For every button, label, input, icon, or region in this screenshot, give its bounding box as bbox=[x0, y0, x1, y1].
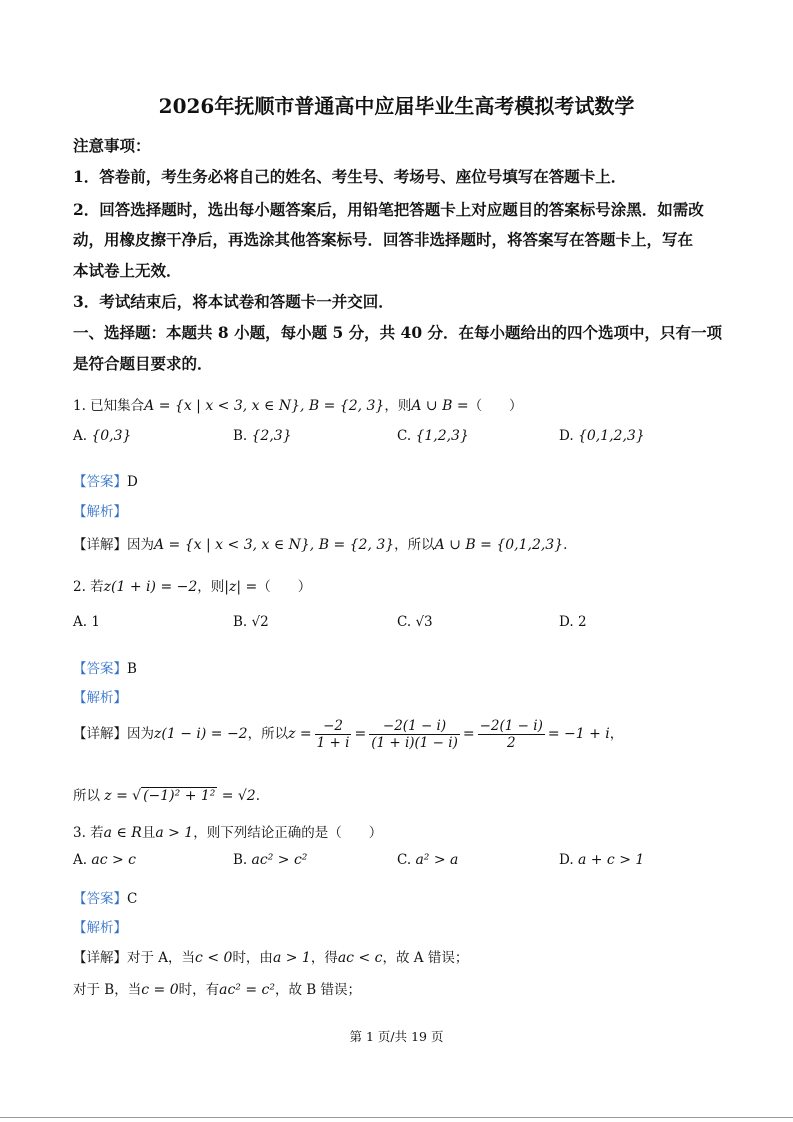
option-text: {0,1,2,3} bbox=[577, 428, 645, 444]
notice-item-2-end: 本试卷上无效． bbox=[73, 261, 182, 280]
q2-stem-mid: ，则 bbox=[197, 579, 225, 595]
q2-detail-line2 bbox=[73, 784, 260, 804]
option-letter: B. bbox=[233, 428, 248, 444]
q1-detail bbox=[73, 533, 567, 553]
notice-item-2-cont: 动，用橡皮擦干净后，再选涂其他答案标号．回答非选择题时，将答案写在答题卡上，写在 bbox=[73, 230, 694, 249]
q2-answer bbox=[73, 657, 137, 677]
option-letter: C. bbox=[397, 614, 412, 630]
option-text: {0,3} bbox=[91, 428, 132, 444]
q3-detail2-math2: ac² = c² bbox=[219, 982, 275, 998]
option-letter: D. bbox=[559, 852, 574, 868]
q3-stem-math2: a > 1 bbox=[155, 825, 194, 841]
q3-detail1-math3: ac < c bbox=[337, 950, 383, 966]
section-heading-line2: 是符合题目要求的． bbox=[73, 354, 213, 373]
q3-analysis-label: 【解析】 bbox=[73, 920, 127, 936]
q3-detail-1 bbox=[73, 946, 468, 966]
fraction-1 bbox=[315, 718, 352, 751]
option-text: 2 bbox=[577, 614, 587, 630]
option-letter: D. bbox=[559, 614, 574, 630]
q2-stem-math2: |z| = bbox=[224, 579, 258, 595]
fraction-denominator: 2 bbox=[506, 735, 516, 751]
option-letter: B. bbox=[233, 852, 248, 868]
q2-line2-prefix: 所以 bbox=[73, 788, 100, 804]
q2-stem-math: z(1 + i) = −2 bbox=[103, 579, 198, 595]
answer-value: B bbox=[127, 661, 137, 677]
option-text: a² > a bbox=[415, 852, 459, 868]
q1-stem-mid: ，则 bbox=[384, 398, 412, 414]
q3-detail-2 bbox=[73, 978, 361, 998]
q1-stem-math2: A ∪ B = bbox=[411, 398, 469, 414]
option-letter: A. bbox=[73, 428, 88, 444]
page-title: 2026年抚顺市普通高中应届毕业生高考模拟考试数学 bbox=[158, 94, 635, 118]
q1-option-a bbox=[73, 428, 131, 444]
answer-label: 【答案】 bbox=[73, 891, 127, 907]
bottom-divider bbox=[0, 1117, 793, 1118]
q3-detail1-mid: 时，由 bbox=[232, 950, 273, 966]
fraction-denominator: 1 + i bbox=[316, 735, 350, 751]
q2-stem-suffix: （ ） bbox=[257, 579, 312, 595]
q3-stem bbox=[73, 821, 382, 841]
q1-analysis-label: 【解析】 bbox=[73, 504, 127, 520]
notice-item-3: 3．考试结束后，将本试卷和答题卡一并交回． bbox=[73, 292, 394, 311]
q3-detail2-prefix: 对于 B，当 bbox=[73, 982, 142, 998]
fraction-numerator: −2 bbox=[315, 718, 352, 735]
fraction-2 bbox=[369, 718, 460, 751]
answer-value: C bbox=[127, 891, 138, 907]
q2-detail bbox=[73, 718, 623, 751]
q3-detail1-math2: a > 1 bbox=[272, 950, 311, 966]
fraction-numerator: −2(1 − i) bbox=[369, 718, 460, 735]
q3-detail2-end: ，故 B 错误； bbox=[275, 982, 362, 998]
answer-label: 【答案】 bbox=[73, 474, 127, 490]
option-letter: A. bbox=[73, 852, 88, 868]
q1-option-d bbox=[559, 428, 645, 444]
q2-detail-result: = −1 + i bbox=[547, 726, 610, 742]
detail-label: 【详解】 bbox=[73, 537, 127, 553]
q2-option-a bbox=[73, 614, 100, 630]
q2-stem bbox=[73, 575, 311, 595]
q2-stem-prefix: 2. 若 bbox=[73, 579, 104, 595]
q1-stem-math: A = {x | x < 3, x ∈ N}, B = {2, 3} bbox=[144, 398, 385, 414]
page-footer: 第 1 页/共 19 页 bbox=[349, 1029, 444, 1044]
q2-detail-math: z(1 − i) = −2 bbox=[154, 726, 248, 742]
q2-line2-end: . bbox=[255, 788, 261, 804]
q1-answer bbox=[73, 470, 138, 490]
q2-detail-prefix: 因为 bbox=[127, 726, 154, 742]
section-heading-line1: 一、选择题：本题共 8 小题，每小题 5 分，共 40 分．在每小题给出的四个选项中，只有一项 bbox=[73, 323, 723, 342]
q1-detail-end: . bbox=[563, 537, 568, 553]
q1-detail-math: A = {x | x < 3, x ∈ N}, B = {2, 3} bbox=[154, 537, 395, 553]
equals-sign: = bbox=[354, 726, 367, 742]
q3-stem-mid: 且 bbox=[141, 825, 156, 841]
q2-line2-result: = √2 bbox=[221, 788, 256, 804]
fraction-3 bbox=[478, 718, 545, 751]
option-text: 1 bbox=[91, 614, 100, 630]
q3-option-d bbox=[559, 852, 644, 868]
q1-stem bbox=[73, 394, 523, 414]
q3-option-c bbox=[397, 852, 458, 868]
q3-detail1-math: c < 0 bbox=[195, 950, 233, 966]
sqrt-sign: √ bbox=[132, 788, 142, 804]
q2-line2-radicand: (−1)² + 1² bbox=[143, 788, 216, 804]
q1-stem-prefix: 1. 已知集合 bbox=[73, 398, 145, 414]
answer-value: D bbox=[127, 474, 138, 490]
q2-detail-lhs: z = bbox=[288, 726, 312, 742]
q3-option-a bbox=[73, 852, 136, 868]
answer-label: 【答案】 bbox=[73, 661, 127, 677]
equals-sign: = bbox=[462, 726, 475, 742]
q1-stem-suffix: （ ） bbox=[468, 398, 523, 414]
q2-analysis-label: 【解析】 bbox=[73, 690, 127, 706]
q3-stem-math: a ∈ R bbox=[103, 825, 142, 841]
q3-detail2-mid: 时，有 bbox=[178, 982, 220, 998]
option-text: {1,2,3} bbox=[415, 428, 469, 444]
option-letter: B. bbox=[233, 614, 248, 630]
q2-detail-mid: ，所以 bbox=[247, 726, 289, 742]
q2-option-d bbox=[559, 614, 587, 630]
detail-label: 【详解】 bbox=[73, 950, 127, 966]
option-text: a + c > 1 bbox=[577, 852, 645, 868]
q1-option-c bbox=[397, 428, 469, 444]
notice-item-2: 2．回答选择题时，选出每小题答案后，用铅笔把答题卡上对应题目的答案标号涂黑．如需改 bbox=[73, 200, 704, 219]
option-letter: A. bbox=[73, 614, 88, 630]
notice-heading: 注意事项： bbox=[73, 136, 151, 155]
q3-detail1-mid2: ，得 bbox=[310, 950, 338, 966]
q3-answer bbox=[73, 887, 137, 907]
q2-option-b bbox=[233, 614, 269, 630]
option-text: √3 bbox=[415, 614, 433, 630]
option-letter: C. bbox=[397, 428, 412, 444]
q1-option-b bbox=[233, 428, 292, 444]
q1-detail-math2: A ∪ B = {0,1,2,3} bbox=[434, 537, 564, 553]
q3-option-b bbox=[233, 852, 307, 868]
option-letter: C. bbox=[397, 852, 412, 868]
q2-line2-lhs: z = bbox=[104, 788, 128, 804]
option-text: ac² > c² bbox=[251, 852, 308, 868]
option-text: √2 bbox=[251, 614, 269, 630]
q3-stem-suffix: ，则下列结论正确的是（ ） bbox=[193, 825, 383, 841]
q1-detail-prefix: 因为 bbox=[127, 537, 154, 553]
detail-label: 【详解】 bbox=[73, 726, 127, 742]
q3-detail1-end: ，故 A 错误； bbox=[382, 950, 469, 966]
fraction-numerator: −2(1 − i) bbox=[479, 718, 543, 734]
q3-stem-prefix: 3. 若 bbox=[73, 825, 104, 841]
option-text: {2,3} bbox=[251, 428, 292, 444]
option-text: ac > c bbox=[91, 852, 137, 868]
q1-detail-mid: ，所以 bbox=[394, 537, 435, 553]
q3-detail2-math: c = 0 bbox=[141, 982, 179, 998]
q3-detail1-prefix: 对于 A，当 bbox=[127, 950, 196, 966]
option-letter: D. bbox=[559, 428, 574, 444]
q2-detail-end: ， bbox=[609, 726, 624, 742]
fraction-denominator: (1 + i)(1 − i) bbox=[371, 735, 458, 751]
notice-item-1: 1．答卷前，考生务必将自己的姓名、考生号、考场号、座位号填写在答题卡上． bbox=[73, 167, 627, 186]
q2-option-c bbox=[397, 614, 433, 630]
